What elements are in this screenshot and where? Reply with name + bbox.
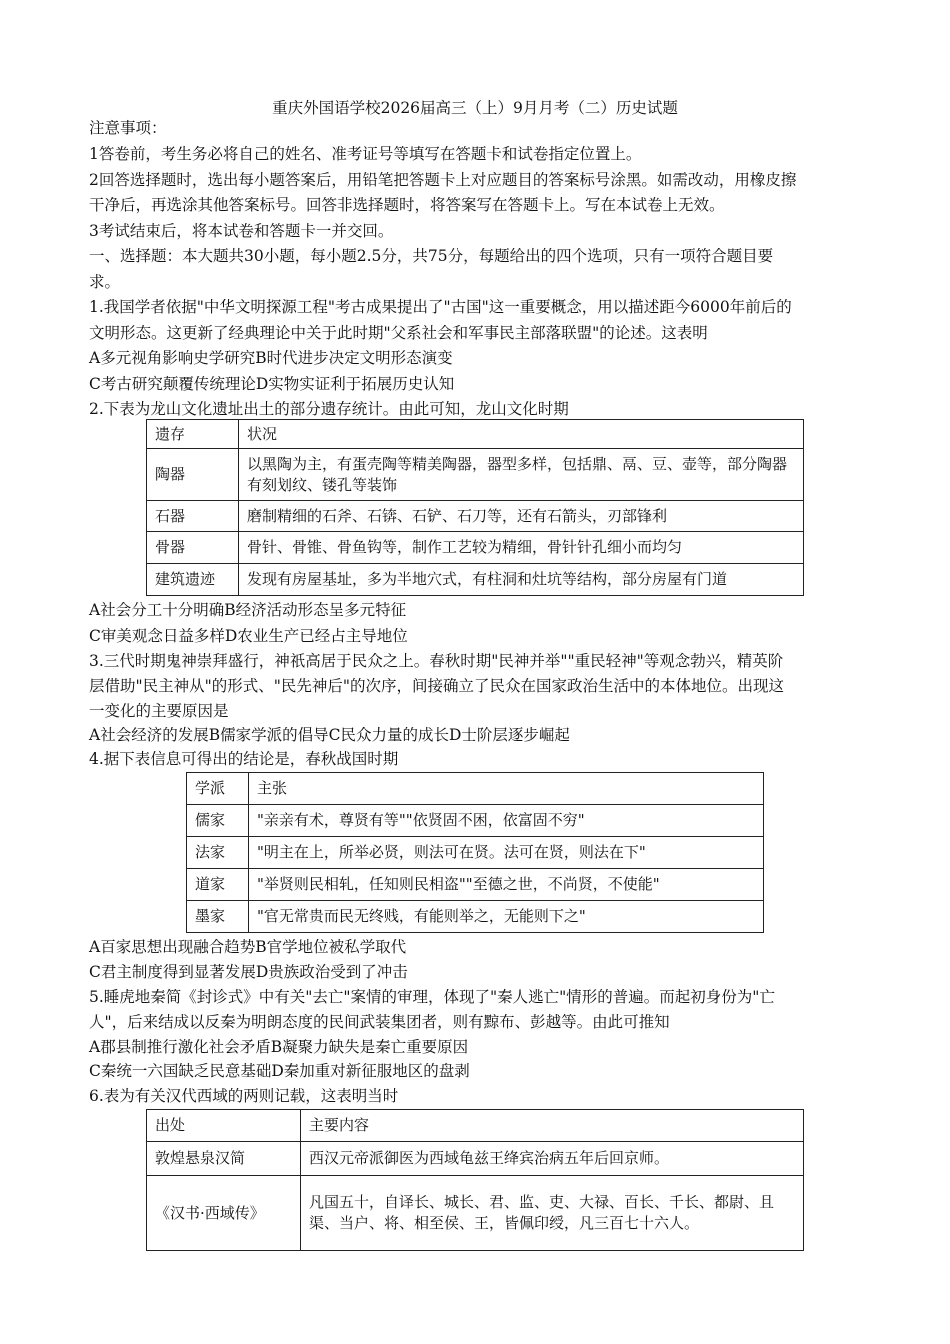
table-cell: 墨家: [187, 901, 249, 933]
q5-options-cd: C秦统一六国缺乏民意基础D秦加重对新征服地区的盘剥: [89, 1062, 470, 1080]
q5-stem-line1: 5.睡虎地秦简《封诊式》中有关"去亡"案情的审理，体现了"秦人逃亡"情形的普遍。而起初身份为"亡: [89, 988, 775, 1006]
table-header-cell: 主要内容: [301, 1110, 804, 1142]
q6-stem: 6.表为有关汉代西域的两则记载，这表明当时: [89, 1087, 399, 1105]
section-heading: 一、选择题：本大题共30小题，每小题2.5分，共75分，每题给出的四个选项，只有一项符合题目要: [89, 247, 774, 265]
table-cell: 发现有房屋基址，多为半地穴式，有柱洞和灶坑等结构，部分房屋有门道: [239, 564, 804, 596]
table-cell: 以黑陶为主，有蛋壳陶等精美陶器，器型多样，包括鼎、鬲、豆、壶等，部分陶器有刻划纹、镂孔等装饰: [239, 449, 804, 501]
table-cell: "举贤则民相轧，任知则民相盗""至德之世，不尚贤，不使能": [249, 869, 764, 901]
table-header-row: [147, 1110, 804, 1142]
table-row: [147, 449, 804, 501]
table-cell: 骨器: [147, 532, 239, 564]
table-cell: "明主在上，所举必贤，则法可在贤。法可在贤，则法在下": [249, 837, 764, 869]
q4-options-cd: C君主制度得到显著发展D贵族政治受到了冲击: [89, 963, 408, 981]
table-cell: 敦煌悬泉汉简: [147, 1142, 301, 1176]
q4-stem: 4.据下表信息可得出的结论是，春秋战国时期: [89, 750, 399, 768]
table-row: [187, 869, 764, 901]
table-cell: 石器: [147, 501, 239, 532]
table-row: [187, 901, 764, 933]
q3-stem-line3: 一变化的主要原因是: [89, 702, 229, 720]
table-header-row: [147, 420, 804, 449]
table-cell: 陶器: [147, 449, 239, 501]
table-cell: 《汉书·西域传》: [147, 1176, 301, 1251]
table-cell: 建筑遗迹: [147, 564, 239, 596]
q2-options-ab: A社会分工十分明确B经济活动形态呈多元特征: [89, 601, 407, 619]
notice-item-2-cont: 干净后，再选涂其他答案标号。回答非选择题时，将答案写在答题卡上。写在本试卷上无效。: [89, 196, 725, 214]
q1-options-ab: A多元视角影响史学研究B时代进步决定文明形态演变: [89, 349, 453, 367]
section-heading-cont: 求。: [89, 273, 121, 291]
table-header-row: [187, 773, 764, 805]
table-row: [147, 532, 804, 564]
table-cell: "亲亲有术，尊贤有等""依贤固不困，依富固不穷": [249, 805, 764, 837]
table-row: [147, 1176, 804, 1251]
q4-options-ab: A百家思想出现融合趋势B官学地位被私学取代: [89, 938, 407, 956]
table-cell: 骨针、骨锥、骨鱼钩等，制作工艺较为精细，骨针针孔细小而均匀: [239, 532, 804, 564]
q6-table: [146, 1109, 804, 1251]
q1-stem-line1: 1.我国学者依据"中华文明探源工程"考古成果提出了"古国"这一重要概念，用以描述距今6000年前后的: [89, 298, 792, 316]
q2-stem: 2.下表为龙山文化遗址出土的部分遗存统计。由此可知，龙山文化时期: [89, 400, 569, 418]
table-row: [187, 837, 764, 869]
q5-options-ab: A郡县制推行激化社会矛盾B凝聚力缺失是秦亡重要原因: [89, 1038, 469, 1056]
table-header-cell: 学派: [187, 773, 249, 805]
table-header-cell: 遗存: [147, 420, 239, 449]
table-cell: 磨制精细的石斧、石锛、石铲、石刀等，还有石箭头，刃部锋利: [239, 501, 804, 532]
notice-item-3: 3考试结束后，将本试卷和答题卡一并交回。: [89, 222, 394, 240]
table-cell: 法家: [187, 837, 249, 869]
table-header-cell: 主张: [249, 773, 764, 805]
table-cell: 西汉元帝派御医为西域龟兹王绛宾治病五年后回京师。: [301, 1142, 804, 1176]
table-cell: 道家: [187, 869, 249, 901]
table-cell: 凡国五十，自译长、城长、君、监、吏、大禄、百长、千长、都尉、且渠、当户、将、相至侯、王，皆佩印绶，凡三百七十六人。: [301, 1176, 804, 1251]
table-row: [147, 1142, 804, 1176]
notice-item-1: 1答卷前，考生务必将自己的姓名、准考证号等填写在答题卡和试卷指定位置上。: [89, 145, 642, 163]
table-row: [147, 564, 804, 596]
table-cell: 儒家: [187, 805, 249, 837]
table-header-cell: 出处: [147, 1110, 301, 1142]
q3-stem-line1: 3.三代时期鬼神崇拜盛行，神祇高居于民众之上。春秋时期"民神并举""重民轻神"等观念勃兴，精英阶: [89, 652, 784, 670]
table-row: [187, 805, 764, 837]
q2-table: [146, 419, 804, 596]
q5-stem-line2: 人"，后来结成以反秦为明朗态度的民间武装集团者，则有黥布、彭越等。由此可推知: [89, 1013, 670, 1031]
q2-options-cd: C审美观念日益多样D农业生产已经占主导地位: [89, 627, 408, 645]
page-title: 重庆外国语学校2026届高三（上）9月月考（二）历史试题: [272, 99, 678, 117]
table-header-cell: 状况: [239, 420, 804, 449]
q3-stem-line2: 层借助"民主神从"的形式、"民先神后"的次序，间接确立了民众在国家政治生活中的本体地位。出现这: [89, 677, 785, 695]
q1-stem-line2: 文明形态。这更新了经典理论中关于此时期"父系社会和军事民主部落联盟"的论述。这表明: [89, 324, 708, 342]
notice-heading: 注意事项：: [89, 119, 167, 137]
q3-options: A社会经济的发展B儒家学派的倡导C民众力量的成长D士阶层逐步崛起: [89, 726, 570, 744]
q1-options-cd: C考古研究颠覆传统理论D实物实证利于拓展历史认知: [89, 375, 455, 393]
table-row: [147, 501, 804, 532]
table-cell: "官无常贵而民无终贱，有能则举之，无能则下之": [249, 901, 764, 933]
q4-table: [186, 772, 764, 933]
notice-item-2: 2回答选择题时，选出每小题答案后，用铅笔把答题卡上对应题目的答案标号涂黑。如需改动，用橡皮擦: [89, 171, 797, 189]
